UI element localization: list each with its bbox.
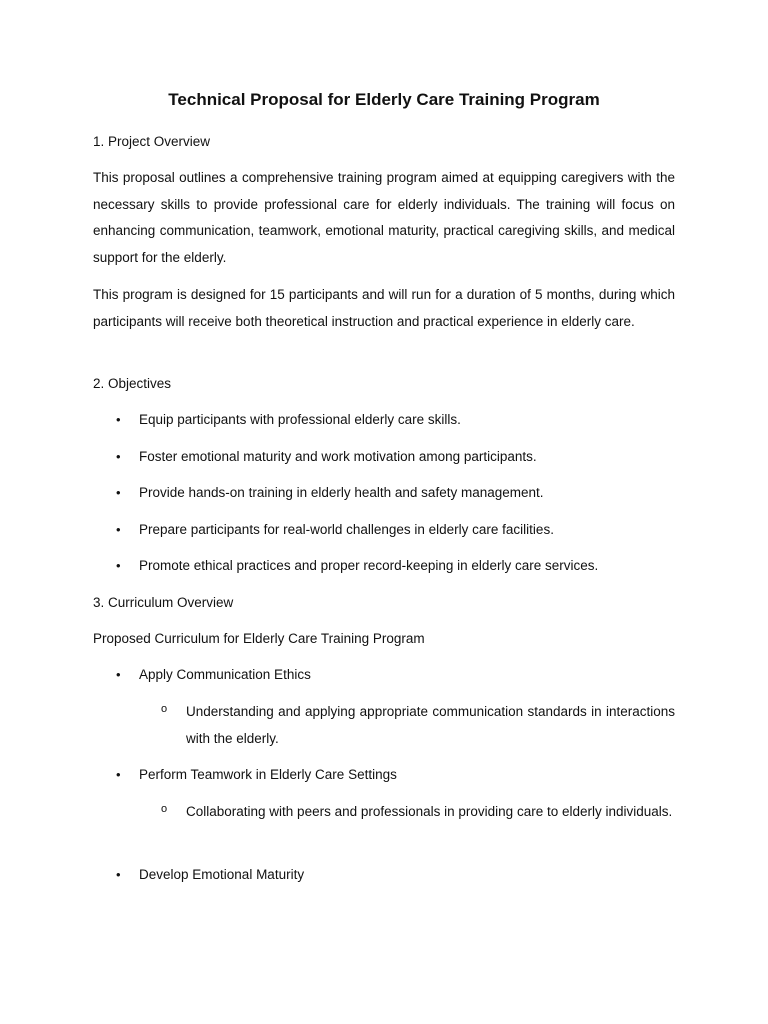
overview-paragraph-2: This program is designed for 15 participants and will run for a duration of 5 months, during which participants will receive both theoretical instruction and practical experience in elderly care. xyxy=(93,287,675,329)
sub-bullet-icon: o xyxy=(161,803,168,815)
objective-text: Prepare participants for real-world challenges in elderly care facilities. xyxy=(139,522,554,537)
bullet-icon: • xyxy=(116,867,121,882)
curriculum-item-description: Collaborating with peers and professionals in providing care to elderly individuals. xyxy=(186,804,673,819)
sub-bullet-icon: o xyxy=(161,703,168,715)
curriculum-item-description: Understanding and applying appropriate communication standards in interactions with the elderly. xyxy=(186,704,675,746)
overview-paragraph-1: This proposal outlines a comprehensive training program aimed at equipping caregivers with the necessary skills to provide professional care for elderly individuals. The training will focus on enhancing communication, teamwork, emotional maturity, practical caregiving skills, and medical support for the elderly. xyxy=(93,170,675,266)
section-heading-objectives: 2. Objectives xyxy=(93,376,172,391)
bullet-icon: • xyxy=(116,522,121,537)
bullet-icon: • xyxy=(116,485,121,500)
document-page xyxy=(93,0,675,1024)
bullet-icon: • xyxy=(116,667,121,682)
objective-text: Equip participants with professional elderly care skills. xyxy=(139,412,461,427)
document-title: Technical Proposal for Elderly Care Training Program xyxy=(168,90,600,109)
bullet-icon: • xyxy=(116,449,121,464)
objective-text: Promote ethical practices and proper record-keeping in elderly care services. xyxy=(139,558,599,573)
bullet-icon: • xyxy=(116,558,121,573)
section-heading-curriculum: 3. Curriculum Overview xyxy=(93,595,234,610)
bullet-icon: • xyxy=(116,412,121,427)
curriculum-item-label: Develop Emotional Maturity xyxy=(139,867,305,882)
curriculum-item-label: Apply Communication Ethics xyxy=(139,667,311,682)
bullet-icon: • xyxy=(116,767,121,782)
section-heading-project-overview: 1. Project Overview xyxy=(93,134,211,149)
objective-text: Provide hands-on training in elderly health and safety management. xyxy=(139,485,544,500)
curriculum-item-label: Perform Teamwork in Elderly Care Settings xyxy=(139,767,397,782)
curriculum-intro: Proposed Curriculum for Elderly Care Training Program xyxy=(93,631,425,646)
objective-text: Foster emotional maturity and work motivation among participants. xyxy=(139,449,537,464)
